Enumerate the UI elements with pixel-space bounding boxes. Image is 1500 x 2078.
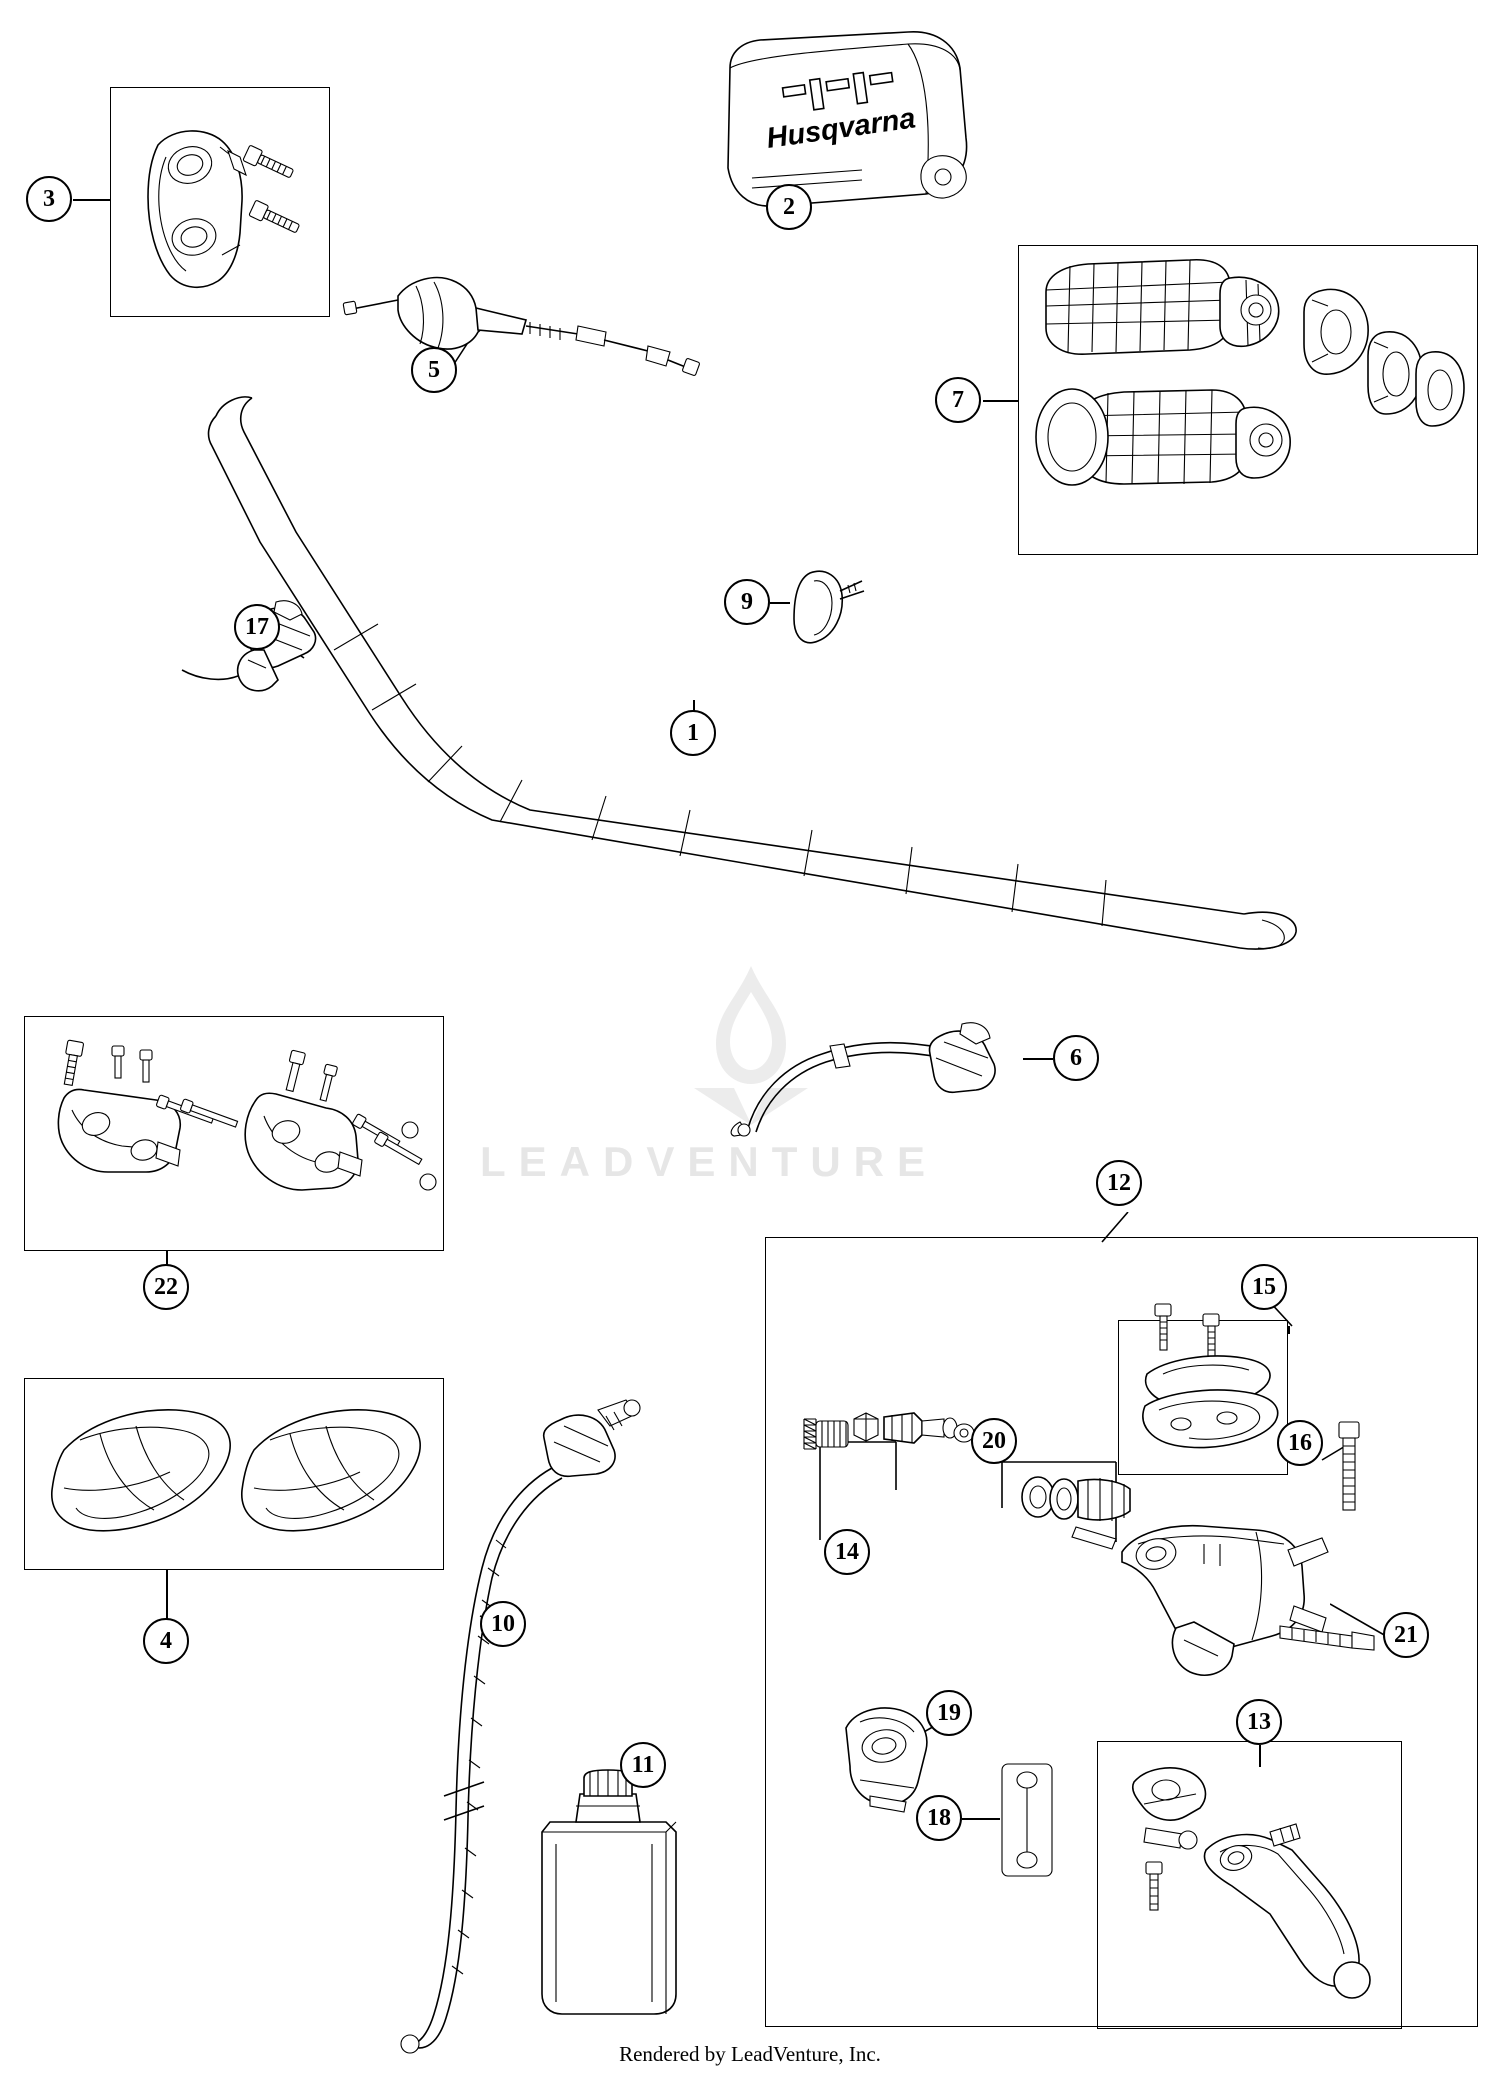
part-art-clamp-screw: [1000, 1762, 1054, 1880]
part-art-brake-fluid-canister: [528, 1770, 698, 2020]
leader-12: [1100, 1212, 1130, 1249]
svg-text:Husqvarna: Husqvarna: [764, 102, 918, 155]
part-art-clutch-lever-kit: [1110, 1754, 1392, 2020]
callout-18[interactable]: 19: [926, 1690, 972, 1736]
callout-5[interactable]: 5: [411, 347, 457, 393]
callout-14[interactable]: 14: [824, 1529, 870, 1575]
callout-17[interactable]: 17: [234, 604, 280, 650]
leader-3: [73, 199, 111, 201]
callout-11[interactable]: 11: [620, 1742, 666, 1788]
callout-21[interactable]: 21: [1383, 1612, 1429, 1658]
leader-19: [962, 1818, 1000, 1820]
callout-13[interactable]: 13: [1236, 1699, 1282, 1745]
callout-4[interactable]: 4: [143, 1618, 189, 1664]
leader-4: [166, 1570, 168, 1620]
part-art-hand-guards: [40, 1388, 430, 1564]
callout-12[interactable]: 12: [1096, 1160, 1142, 1206]
render-credit: Rendered by LeadVenture, Inc.: [619, 2042, 881, 2066]
part-art-handlebar: [200, 392, 1310, 972]
callout-10[interactable]: 10: [480, 1601, 526, 1647]
callout-7[interactable]: 7: [935, 377, 981, 423]
part-art-clutch-master-cylinder: [1108, 1508, 1338, 1698]
callout-1[interactable]: 1: [670, 710, 716, 756]
callout-20[interactable]: 20: [971, 1418, 1017, 1464]
callout-2[interactable]: 2: [766, 184, 812, 230]
callout-9[interactable]: 9: [724, 579, 770, 625]
part-art-handlebar-clamp-bracket: [130, 105, 325, 300]
callout-15[interactable]: 15: [1241, 1264, 1287, 1310]
callout-22[interactable]: 22: [143, 1264, 189, 1310]
part-art-bracket-hardware-set: [40, 1024, 430, 1242]
part-art-banjo-bolt: [1333, 1422, 1373, 1530]
callout-6[interactable]: 6: [1053, 1035, 1099, 1081]
part-art-pivot-pin: [1278, 1610, 1388, 1658]
callout-19[interactable]: 18: [916, 1795, 962, 1841]
part-art-handlebar-pad: [712, 28, 982, 218]
part-art-kill-switch-cable: [722, 1018, 1042, 1138]
leadventure-text-watermark: LEADVENTURE: [480, 1138, 939, 1185]
callout-16[interactable]: 16: [1277, 1420, 1323, 1466]
callout-3[interactable]: 3: [26, 176, 72, 222]
